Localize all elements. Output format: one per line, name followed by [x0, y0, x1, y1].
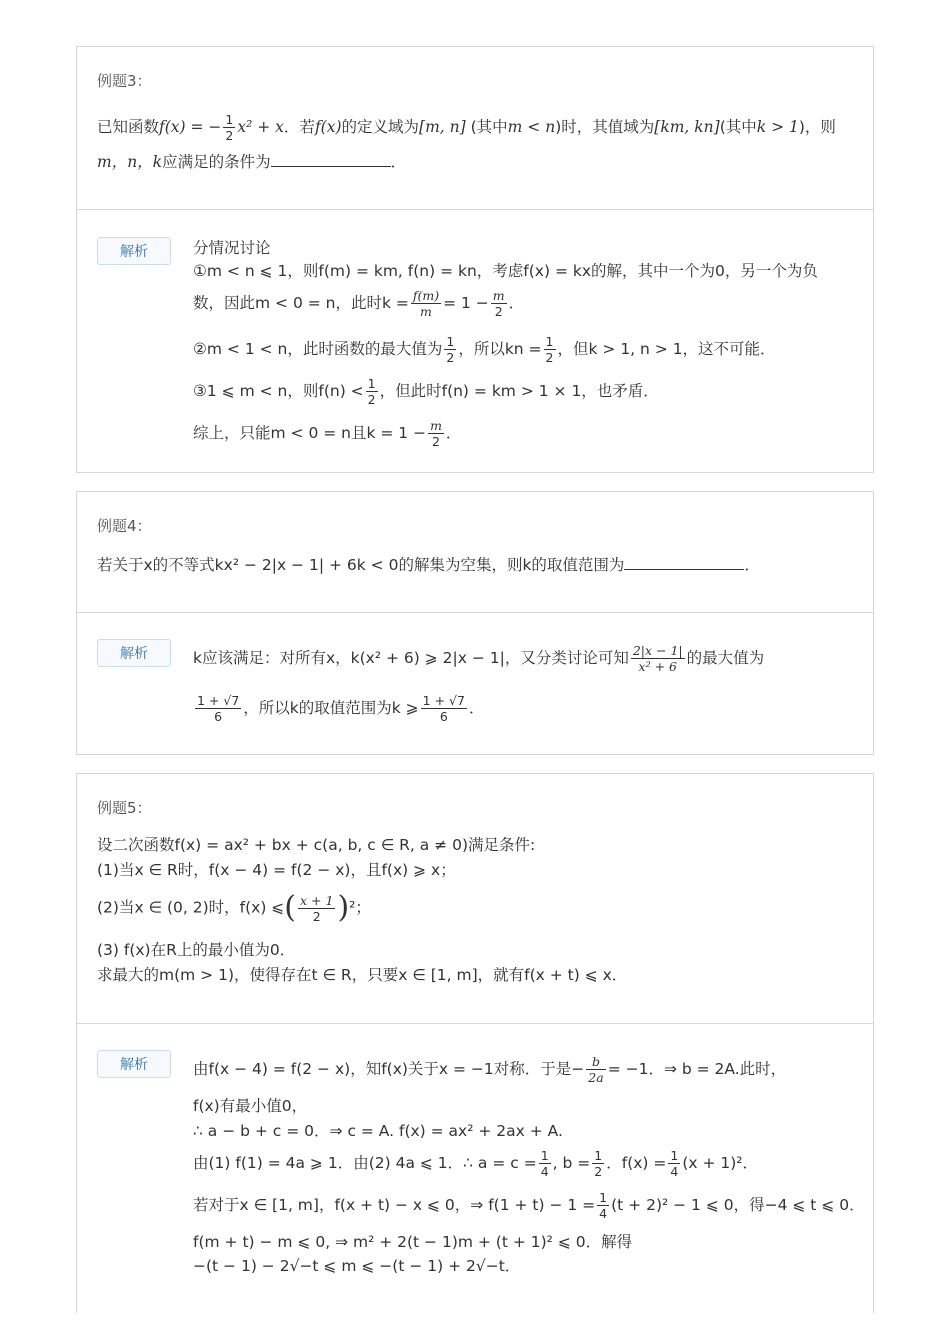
solution-line: ②m < 1 < n，此时函数的最大值为 $\frac{1}{2}$ ，所以kn = $\frac{1}{2}$ ，但k > 1, n > 1，这不可能．: [193, 334, 776, 365]
solution-line: 分情况讨论: [193, 239, 271, 257]
example-5-card: [76, 773, 874, 1313]
example-5-question: [77, 774, 873, 1023]
solution-line: 若对于x ∈ [1, m]，f(x + t) − x ⩽ 0，⇒ f(1 + t) − 1 = $\frac{1}{4}$ (t + 2)² − 1 ⩽ 0，得−4 ⩽ t ⩽ 0．: [193, 1190, 865, 1221]
example-3-question: [77, 47, 873, 209]
solution-line: 数，因此m < 0 = n，此时k = $\frac{f(m)}{m}$ = 1 − $\frac{m}{2}$ ．: [193, 288, 525, 319]
example-3-card: [76, 46, 874, 473]
example-5-question-line: (2)当x ∈ (0, 2)时，f(x) ⩽( $\frac{x + 1}{2}$ )²；: [97, 890, 371, 925]
example-4-title: 例题4：: [97, 517, 152, 535]
solution-line: −(t − 1) − 2√−t ⩽ m ⩽ −(t − 1) + 2√−t．: [193, 1257, 521, 1275]
solution-line: $\frac{1 + √7}{6}$ ，所以k的取值范围为k ⩾ $\frac{1 + √7}{6}$ ．: [197, 693, 485, 724]
example-4-card: [76, 491, 874, 755]
solution-line: 综上，只能m < 0 = n且k = 1 − $\frac{m}{2}$ ．: [193, 418, 462, 449]
example-5-question-line: 设二次函数f(x) = ax² + bx + c(a, b, c ∈ R, a ≠ 0)满足条件:: [97, 836, 536, 854]
example-3-question-line-1: 已知函数f(x) = − $\frac{1}{2}$ x² + x．若f(x)的定义域为[m, n] (其中m < n)时，其值域为[km, kn](其中k > 1)，则: [97, 112, 836, 143]
solution-line: f(x)有最小值0，: [193, 1097, 308, 1115]
example-5-question-line: (1)当x ∈ R时，f(x − 4) = f(2 − x)，且f(x) ⩾ x；: [97, 861, 456, 879]
example-4-question-line: 若关于x的不等式kx² − 2|x − 1| + 6k < 0的解集为空集，则k的取值范围为 ．: [97, 556, 760, 574]
example-5-question-line: 求最大的m(m > 1)，使得存在t ∈ R，只要x ∈ [1, m]，就有f(x + t) ⩽ x．: [97, 966, 628, 984]
example-4-question: [77, 492, 873, 612]
answer-blank[interactable]: [271, 152, 391, 167]
solution-line: ∴ a − b + c = 0．⇒ c = A. f(x) = ax² + 2ax + A.: [193, 1122, 563, 1140]
solution-line: ③1 ⩽ m < n，则f(n) < $\frac{1}{2}$ ，但此时f(n) = km > 1 × 1，也矛盾．: [193, 376, 659, 407]
example-4-solution: [77, 612, 873, 755]
example-5-title: 例题5：: [97, 799, 152, 817]
example-5-solution: [77, 1023, 873, 1314]
solution-tag[interactable]: 解析: [97, 237, 171, 265]
example-3-title: 例题3：: [97, 72, 152, 90]
solution-line: 由(1) f(1) = 4a ⩾ 1．由(2) 4a ⩽ 1．∴ a = c = $\frac{1}{4}$ , b = $\frac{1}{2}$ ．f(x) = $\frac{1}{4}$ (x + 1)²．: [193, 1148, 759, 1179]
example-3-question-line-2: m，n，k应满足的条件为 ．: [97, 153, 407, 171]
answer-blank[interactable]: [624, 555, 744, 570]
solution-line: f(m + t) − m ⩽ 0, ⇒ m² + 2(t − 1)m + (t + 1)² ⩽ 0．解得: [193, 1233, 633, 1251]
solution-tag[interactable]: 解析: [97, 639, 171, 667]
solution-line: k应该满足：对所有x，k(x² + 6) ⩾ 2|x − 1|，又分类讨论可知 $\frac{2|x - 1|}{\text{x² + 6}}$ 的最大值为: [193, 643, 765, 674]
example-5-question-line: (3) f(x)在R上的最小值为0．: [97, 941, 296, 959]
solution-tag[interactable]: 解析: [97, 1050, 171, 1078]
solution-line: ①m < n ⩽ 1，则f(m) = km, f(n) = kn，考虑f(x) = kx的解，其中一个为0，另一个为负: [193, 262, 818, 280]
example-3-solution: [77, 209, 873, 473]
solution-line: 由f(x − 4) = f(2 − x)，知f(x)关于x = −1对称．于是− $\frac{b}{2a}$ = −1．⇒ b = 2A.此时，: [193, 1054, 787, 1085]
